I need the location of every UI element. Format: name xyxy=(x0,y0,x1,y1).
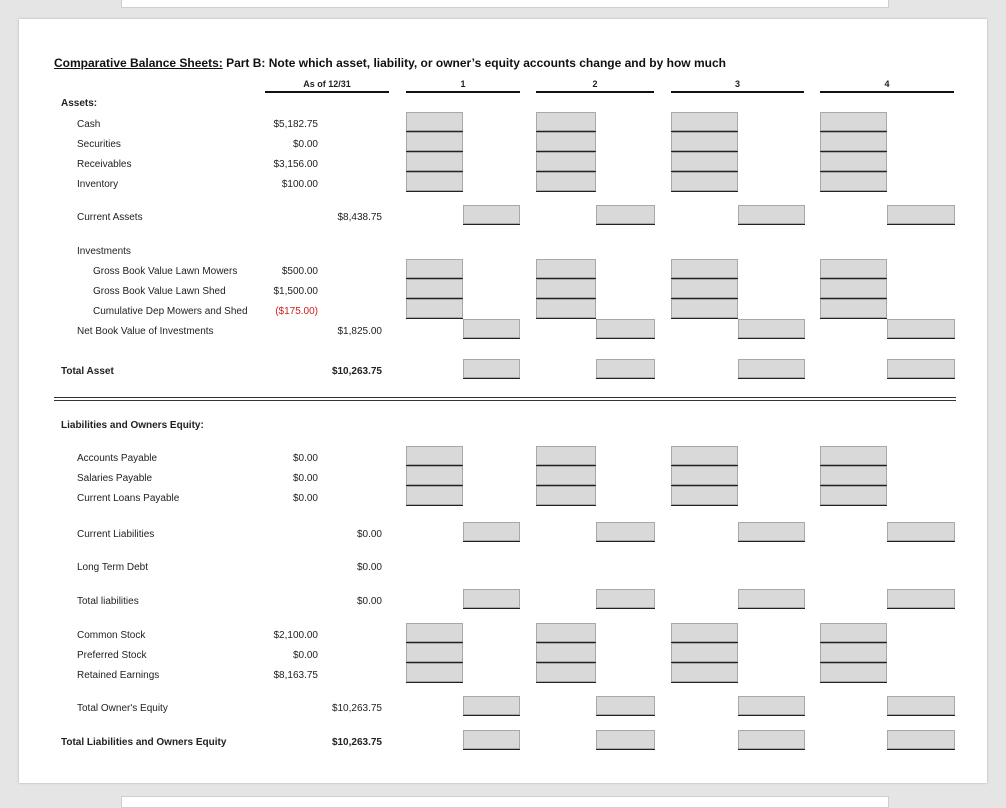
input-underline xyxy=(887,224,955,225)
common-stock-value: $2,100.00 xyxy=(273,630,318,641)
input-underline xyxy=(596,378,655,379)
change-input-col-3[interactable] xyxy=(671,299,738,318)
current-loans-value: $0.00 xyxy=(292,493,318,504)
liabilities-heading: Liabilities and Owners Equity: xyxy=(61,420,204,431)
subtotal-input-col-1[interactable] xyxy=(463,359,520,378)
change-input-col-1[interactable] xyxy=(406,663,463,682)
change-input-col-1[interactable] xyxy=(406,623,463,642)
change-input-col-2[interactable] xyxy=(536,259,596,278)
col-header-rule xyxy=(265,91,389,93)
change-input-col-4[interactable] xyxy=(820,486,887,505)
change-input-col-1[interactable] xyxy=(406,172,463,191)
change-input-col-2[interactable] xyxy=(536,279,596,298)
subtotal-input-col-1[interactable] xyxy=(463,696,520,715)
receivables-value: $3,156.00 xyxy=(273,159,318,170)
input-underline xyxy=(820,191,887,192)
input-underline xyxy=(738,608,805,609)
total-liab-equity-label: Total Liabilities and Owners Equity xyxy=(61,737,227,748)
change-input-col-1[interactable] xyxy=(406,112,463,131)
accounts-payable-label: Accounts Payable xyxy=(77,453,158,464)
input-underline xyxy=(463,749,520,750)
col-header-2: 2 xyxy=(592,79,598,89)
input-underline xyxy=(406,191,463,192)
change-input-col-3[interactable] xyxy=(671,623,738,642)
receivables-label: Receivables xyxy=(77,159,132,170)
input-underline xyxy=(738,749,805,750)
subtotal-input-col-2[interactable] xyxy=(596,359,655,378)
col-header-as-of: As of 12/31 xyxy=(303,79,351,89)
inventory-value: $100.00 xyxy=(281,179,318,190)
total-liabilities-value: $0.00 xyxy=(356,596,382,607)
preferred-stock-label: Preferred Stock xyxy=(77,650,147,661)
subtotal-input-col-4[interactable] xyxy=(887,205,955,224)
gbv-shed-label: Gross Book Value Lawn Shed xyxy=(93,286,226,297)
page-title xyxy=(54,56,726,70)
section-separator xyxy=(54,400,956,401)
change-input-col-3[interactable] xyxy=(671,132,738,151)
total-asset-label: Total Asset xyxy=(61,366,114,377)
accounts-payable-value: $0.00 xyxy=(292,453,318,464)
change-input-col-1[interactable] xyxy=(406,132,463,151)
input-underline xyxy=(887,541,955,542)
salaries-payable-label: Salaries Payable xyxy=(77,473,153,484)
col-header-rule xyxy=(406,91,520,93)
input-underline xyxy=(406,318,463,319)
change-input-col-4[interactable] xyxy=(820,132,887,151)
total-owners-equity-value: $10,263.75 xyxy=(331,703,382,714)
cash-value: $5,182.75 xyxy=(273,119,318,130)
input-underline xyxy=(463,715,520,716)
change-input-col-4[interactable] xyxy=(820,299,887,318)
input-underline xyxy=(671,191,738,192)
input-underline xyxy=(596,608,655,609)
change-input-col-4[interactable] xyxy=(820,446,887,465)
change-input-col-2[interactable] xyxy=(536,172,596,191)
subtotal-input-col-2[interactable] xyxy=(596,696,655,715)
assets-heading: Assets: xyxy=(61,98,98,109)
subtotal-input-col-2[interactable] xyxy=(596,319,655,338)
cash-label: Cash xyxy=(77,119,101,130)
change-input-col-3[interactable] xyxy=(671,152,738,171)
input-underline xyxy=(671,318,738,319)
change-input-col-1[interactable] xyxy=(406,152,463,171)
change-input-col-4[interactable] xyxy=(820,663,887,682)
col-header-rule xyxy=(671,91,804,93)
input-underline xyxy=(887,715,955,716)
input-underline xyxy=(596,541,655,542)
securities-label: Securities xyxy=(77,139,121,150)
input-underline xyxy=(738,224,805,225)
change-input-col-4[interactable] xyxy=(820,172,887,191)
input-underline xyxy=(738,378,805,379)
change-input-col-2[interactable] xyxy=(536,112,596,131)
change-input-col-3[interactable] xyxy=(671,279,738,298)
subtotal-input-col-1[interactable] xyxy=(463,319,520,338)
change-input-col-2[interactable] xyxy=(536,623,596,642)
change-input-col-1[interactable] xyxy=(406,643,463,662)
input-underline xyxy=(463,608,520,609)
input-underline xyxy=(463,338,520,339)
change-input-col-3[interactable] xyxy=(671,466,738,485)
subtotal-input-col-4[interactable] xyxy=(887,696,955,715)
change-input-col-1[interactable] xyxy=(406,259,463,278)
input-underline xyxy=(887,749,955,750)
long-term-debt-value: $0.00 xyxy=(356,562,382,573)
subtotal-input-col-3[interactable] xyxy=(738,589,805,608)
total-owners-equity-label: Total Owner's Equity xyxy=(77,703,168,714)
change-input-col-1[interactable] xyxy=(406,486,463,505)
col-header-rule xyxy=(536,91,654,93)
page-title-rest: Part B: Note which asset, liability, or owner’s equity accounts change and by how much xyxy=(222,56,726,70)
cum-dep-value: ($175.00) xyxy=(275,306,318,317)
input-underline xyxy=(596,338,655,339)
input-underline xyxy=(596,715,655,716)
change-input-col-2[interactable] xyxy=(536,152,596,171)
change-input-col-2[interactable] xyxy=(536,132,596,151)
current-assets-value: $8,438.75 xyxy=(337,212,382,223)
input-underline xyxy=(536,191,596,192)
change-input-col-2[interactable] xyxy=(536,446,596,465)
change-input-col-2[interactable] xyxy=(536,643,596,662)
change-input-col-2[interactable] xyxy=(536,486,596,505)
change-input-col-2[interactable] xyxy=(536,299,596,318)
input-underline xyxy=(406,682,463,683)
col-header-3: 3 xyxy=(734,79,740,89)
subtotal-input-col-3[interactable] xyxy=(738,522,805,541)
subtotal-input-col-1[interactable] xyxy=(463,522,520,541)
input-underline xyxy=(820,505,887,506)
change-input-col-3[interactable] xyxy=(671,643,738,662)
input-underline xyxy=(596,224,655,225)
input-underline xyxy=(463,224,520,225)
change-input-col-4[interactable] xyxy=(820,259,887,278)
change-input-col-3[interactable] xyxy=(671,172,738,191)
change-input-col-4[interactable] xyxy=(820,152,887,171)
input-underline xyxy=(887,378,955,379)
retained-earnings-label: Retained Earnings xyxy=(77,670,160,681)
current-assets-label: Current Assets xyxy=(77,212,143,223)
subtotal-input-col-1[interactable] xyxy=(463,730,520,749)
preferred-stock-value: $0.00 xyxy=(292,650,318,661)
next-page-edge xyxy=(121,796,889,808)
page-title-underlined: Comparative Balance Sheets: xyxy=(54,56,223,70)
current-liabilities-value: $0.00 xyxy=(356,529,382,540)
change-input-col-4[interactable] xyxy=(820,623,887,642)
subtotal-input-col-3[interactable] xyxy=(738,730,805,749)
previous-page-edge xyxy=(121,0,889,8)
gbv-shed-value: $1,500.00 xyxy=(273,286,318,297)
input-underline xyxy=(536,318,596,319)
input-underline xyxy=(406,505,463,506)
col-header-rule xyxy=(820,91,954,93)
subtotal-input-col-4[interactable] xyxy=(887,730,955,749)
investments-label: Investments xyxy=(77,246,131,257)
subtotal-input-col-1[interactable] xyxy=(463,205,520,224)
subtotal-input-col-3[interactable] xyxy=(738,205,805,224)
change-input-col-1[interactable] xyxy=(406,446,463,465)
cum-dep-label: Cumulative Dep Mowers and Shed xyxy=(93,306,248,317)
gbv-mowers-value: $500.00 xyxy=(281,266,318,277)
nbv-investments-value: $1,825.00 xyxy=(337,326,382,337)
input-underline xyxy=(596,749,655,750)
subtotal-input-col-2[interactable] xyxy=(596,589,655,608)
subtotal-input-col-3[interactable] xyxy=(738,696,805,715)
nbv-investments-label: Net Book Value of Investments xyxy=(77,326,214,337)
gbv-mowers-label: Gross Book Value Lawn Mowers xyxy=(93,266,238,277)
input-underline xyxy=(536,505,596,506)
change-input-col-2[interactable] xyxy=(536,663,596,682)
change-input-col-2[interactable] xyxy=(536,466,596,485)
change-input-col-3[interactable] xyxy=(671,486,738,505)
change-input-col-3[interactable] xyxy=(671,112,738,131)
subtotal-input-col-2[interactable] xyxy=(596,522,655,541)
input-underline xyxy=(887,338,955,339)
col-header-1: 1 xyxy=(460,79,466,89)
change-input-col-3[interactable] xyxy=(671,446,738,465)
total-asset-value: $10,263.75 xyxy=(331,366,382,377)
input-underline xyxy=(738,541,805,542)
inventory-label: Inventory xyxy=(77,179,119,190)
long-term-debt-label: Long Term Debt xyxy=(77,562,148,573)
total-liabilities-label: Total liabilities xyxy=(77,596,139,607)
subtotal-input-col-3[interactable] xyxy=(738,359,805,378)
subtotal-input-col-1[interactable] xyxy=(463,589,520,608)
subtotal-input-col-4[interactable] xyxy=(887,359,955,378)
change-input-col-4[interactable] xyxy=(820,643,887,662)
input-underline xyxy=(463,541,520,542)
input-underline xyxy=(820,318,887,319)
subtotal-input-col-4[interactable] xyxy=(887,522,955,541)
change-input-col-3[interactable] xyxy=(671,259,738,278)
input-underline xyxy=(463,378,520,379)
change-input-col-1[interactable] xyxy=(406,279,463,298)
current-loans-label: Current Loans Payable xyxy=(77,493,180,504)
input-underline xyxy=(887,608,955,609)
retained-earnings-value: $8,163.75 xyxy=(273,670,318,681)
securities-value: $0.00 xyxy=(292,139,318,150)
salaries-payable-value: $0.00 xyxy=(292,473,318,484)
change-input-col-3[interactable] xyxy=(671,663,738,682)
change-input-col-4[interactable] xyxy=(820,112,887,131)
subtotal-input-col-3[interactable] xyxy=(738,319,805,338)
input-underline xyxy=(738,338,805,339)
change-input-col-4[interactable] xyxy=(820,279,887,298)
input-underline xyxy=(820,682,887,683)
subtotal-input-col-2[interactable] xyxy=(596,205,655,224)
change-input-col-1[interactable] xyxy=(406,299,463,318)
subtotal-input-col-2[interactable] xyxy=(596,730,655,749)
current-liabilities-label: Current Liabilities xyxy=(77,529,155,540)
section-separator xyxy=(54,397,956,398)
change-input-col-4[interactable] xyxy=(820,466,887,485)
input-underline xyxy=(536,682,596,683)
total-liab-equity-value: $10,263.75 xyxy=(331,737,382,748)
change-input-col-1[interactable] xyxy=(406,466,463,485)
common-stock-label: Common Stock xyxy=(77,630,146,641)
input-underline xyxy=(671,505,738,506)
subtotal-input-col-4[interactable] xyxy=(887,589,955,608)
subtotal-input-col-4[interactable] xyxy=(887,319,955,338)
input-underline xyxy=(738,715,805,716)
col-header-4: 4 xyxy=(884,79,890,89)
input-underline xyxy=(671,682,738,683)
